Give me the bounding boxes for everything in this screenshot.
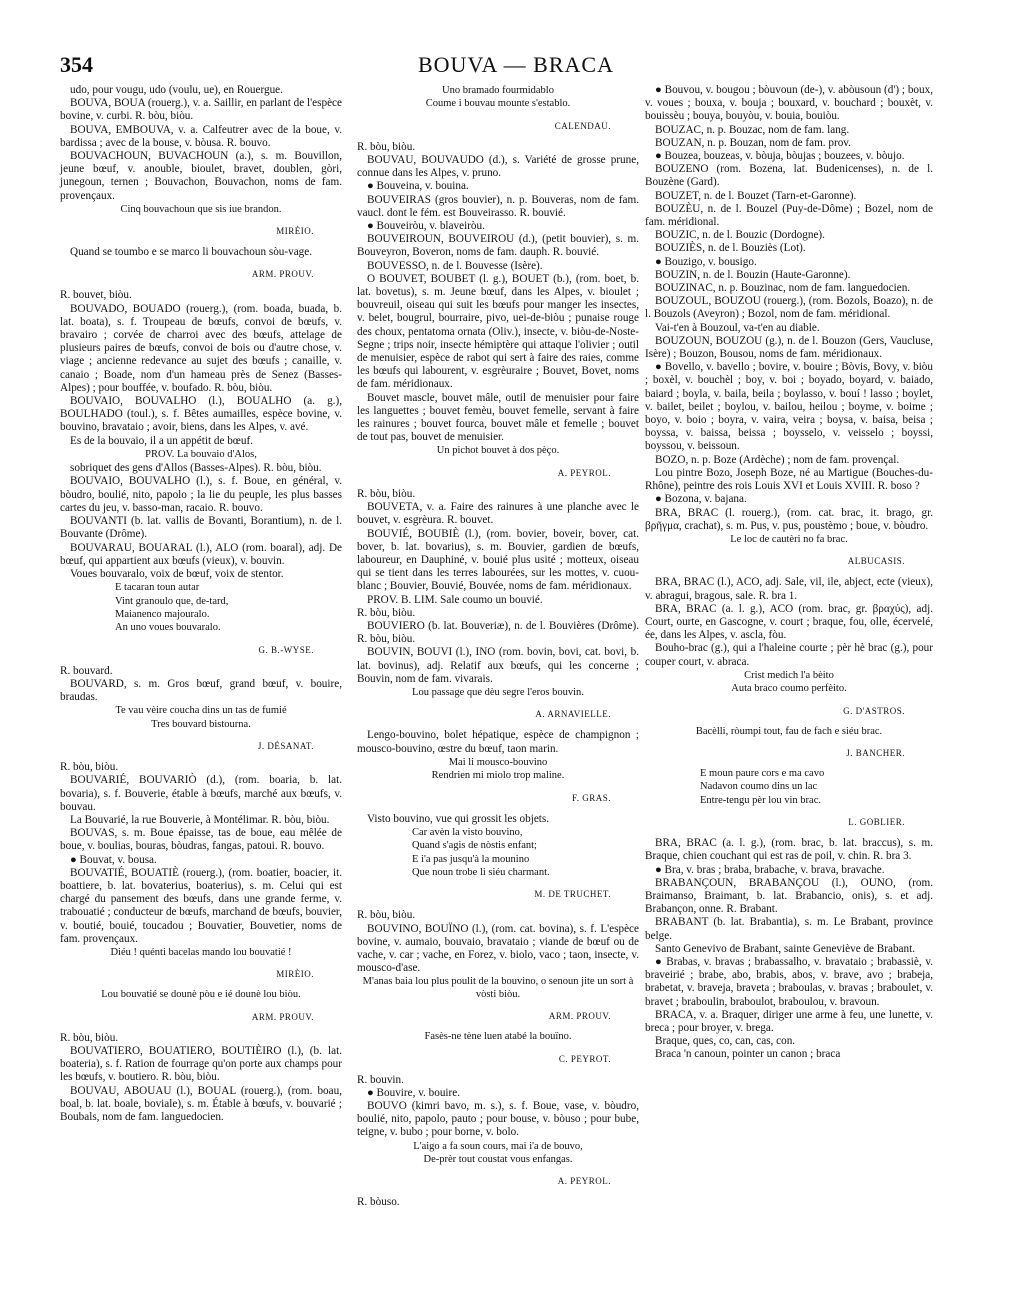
dictionary-entry: BOUVIN, BOUVI (l.), INO (rom. bovin, bovi, cat. bovi, b. lat. bovinus), adj. Relatif aux bœufs, qui les concerne ; Bouvin, nom de fam. vivarais. [357,646,639,685]
etymology-reference: R. bòu, biòu. [357,140,416,153]
etymology-reference: R. bòuso. [357,1196,400,1209]
dictionary-entry: ● Bouvou, v. bougou ; bòuvoun (de-), v. abòusoun (d') ; boux, v. voues ; bouxa, v. bouja ; bouxard, v. bouchard ; bouxèt, v. bouissèu ; bouya, bouyòu, v. bouia, bouiòu. [645,84,933,123]
dictionary-entry: ● Brabas, v. bravas ; brabassalho, v. bravataio ; brabassiè, v. braveirié ; brabe, abo, brabis, abos, v. brave, avo ; brabeja, brabetat, v. braveja, braveta ; braboulas, v. bravas ; braboulet, v. bravet ; braboulin, braboulot, braboulou, v. bravoun. [645,956,933,1008]
dictionary-entry: BRA, BRAC (l. rouerg.), (rom. cat. brac, it. brago, gr. βρῆγμα, crachat), s. m. Pus, v. pus, poustèmo ; boue, v. bòudro. [645,506,933,532]
dictionary-entry: Braque, ques, co, can, cas, con. [655,1035,796,1048]
dictionary-entry: ● Bovello, v. bavello ; bovire, v. bouire ; Bòvis, Bovy, v. biòu ; boxèl, v. bouchèl ; boy, v. boi ; boyado, boyard, v. baiado, baiard ; boyla, v. baila, beila ; boylasso, v. bouí ! lasso ; boylet, v. bailet, beilet ; boylou, v. bailou, heilou ; boyme, v. boime ; boyo, v. boio ; boyra, v. vaira, veira ; boysa, v. baisa, beisa ; boyssa, v. baissa, beissa ; boysselo, v. veisselo ; boyssi, boyssou, v. beissoun. [645,361,933,453]
dictionary-entry: Santo Genevivo de Brabant, sainte Geneviève de Brabant. [655,942,916,955]
verse-line: Vint granoulo que, de-tard, [115,595,229,607]
dictionary-entry: BOUZIÈS, n. de l. Bouziès (Lot). [655,242,806,255]
verse-line: Que noun trobe li siéu charmant. [412,866,550,878]
attribution: M. DE TRUCHET. [534,889,611,900]
quotation: De-prèr tout coustat vous enfangas. [423,1154,573,1166]
dictionary-entry: ● Bouveiròu, v. blaveiròu. [367,220,485,233]
dictionary-entry: BRA, BRAC (a. l. g.), ACO (rom. brac, gr. βραχύς), adj. Court, ourte, en Gascogne, v. court ; braque, fou, olle, écervelé, ée, dans les Alpes, v. ascla, fòu. [645,602,933,642]
page-header [60,52,972,82]
quotation: PROV. La bouvaio d'Alos, [145,448,257,460]
dictionary-entry: BOUVETA, v. a. Faire des rainures à une planche avec le bouvet, v. esgrèura. R. bouvet. [357,501,639,527]
quotation: Coume i bouvau mounte s'establo. [425,98,571,110]
column-left [60,84,342,1124]
dictionary-entry: BRACA, v. a. Braquer, diriger une arme à feu, une lunette, v. breca ; pour broyer, v. brega. [645,1008,933,1035]
dictionary-entry: sobriquet des gens d'Allos (Basses-Alpes). R. bòu, biòu. [70,462,322,475]
quotation: Lou bouvatié se dounè pòu e ié dounè lou biòu. [101,989,301,1001]
attribution: ARM. PROUV. [251,269,314,280]
quotation: Tres bouvard bistourna. [151,718,251,730]
dictionary-entry: BOUVAIO, BOUVALHO (l.), BOUALHO (a. g.), BOULHADO (toul.), s. f. Bêtes aumailles, espèce bovine, v. bouvino, bravataio ; avoir, biens, dans les Alpes, v. avé. [60,395,342,434]
dictionary-entry: Es de la bouvaio, il a un appétit de bœuf. [70,434,253,447]
verse-line: E i'a pas jusqu'à la mounino [412,853,530,865]
quotation: Bacèlli, ròumpi tout, fau de fach e siéu brac. [695,725,883,737]
quotation: L'aigo a fa soun cours, mai i'a de bouvo, [413,1140,583,1152]
dictionary-entry: BRA, BRAC (a. l. g.), (rom. brac, b. lat. braccus), s. m. Braque, chien couchant qui est ras de poil, v. chin. R. bra 3. [645,837,933,863]
etymology-reference: R. bouvard. [60,664,113,677]
quotation: Diéu ! quénti bacelas mando lou bouvatié ! [110,947,292,958]
quotation: Rendrien mi miolo trop maline. [431,770,565,782]
dictionary-entry: BOUVATIERO, BOUATIERO, BOUTIÈIRO (l.), (b. lat. boateria), s. f. Ration de fourrage qu'on porte aux champs pour les bœufs, v. boutiero. R. bòu, biòu. [60,1045,342,1084]
dictionary-entry: BOUVARAU, BOUARAL (l.), ALO (rom. boaral), adj. De bœuf, qui appartient aux bœufs (vieux), v. bouvin. [60,541,342,567]
dictionary-entry: BRA, BRAC (l.), ACO, adj. Sale, vil, ile, abject, ecte (vieux), v. abragui, bragous, sale. R. bra 1. [645,576,933,602]
etymology-reference: R. bouvet, biòu. [60,289,132,302]
dictionary-entry: BOUVAIO, BOUVALHO (l.), s. f. Boue, en général, v. bòudro, boulié, nito, papolo ; la lie du peuple, les plus basses cartes du jeu, v. basso-man, racaio. R. bouvo. [60,475,342,514]
dictionary-entry: BOUZAN, n. p. Bouzan, nom de fam. prov. [655,136,851,149]
quotation: Cinq bouvachoun que sis iue brandon. [120,203,282,215]
dictionary-entry: BOUVO (kimri bavo, m. s.), s. f. Boue, vase, v. bòudro, boulié, nito, papolo, pauto ; pour bouse, v. bòuso ; pour bube, teigne, v. bubo ; pour borne, v. bolo. [357,1100,639,1139]
dictionary-entry: BOUVIERO (b. lat. Bouveriæ), n. de l. Bouvières (Drôme). R. bòu, biòu. [357,619,639,646]
attribution: G. D'ASTROS. [843,705,905,716]
dictionary-entry: BOUVACHOUN, BUVACHOUN (a.), s. m. Bouvillon, jeune bœuf, v. anouble, bioulet, bravet, doublen, gòri, junegoun, ternen ; Bouvachon, Bouvachon, noms de fam. provençaux. [60,150,342,202]
verse-line: Quand s'agis de nòstis enfant; [412,840,537,852]
dictionary-entry: BOZO, n. p. Boze (Ardèche) ; nom de fam. provençal. [655,453,900,466]
dictionary-entry: ● Bra, v. bras ; braba, brabache, v. brava, bravache. [655,863,885,876]
etymology-reference: R. bòu, biòu. [60,761,119,774]
verse-line: Maianenco majouralo. [115,608,210,620]
dictionary-entry: ● Bozona, v. bajana. [655,493,747,506]
dictionary-entry: Bouho-brac (g.), qui a l'haleine courte ; pèr hè brac (g.), pour couper court, v. abraca. [645,642,933,668]
quotation: Crist medich l'a bèito [744,669,834,681]
dictionary-entry: BOUZÈU, n. de l. Bouzel (Puy-de-Dôme) ; Bozel, nom de fam. méridional. [645,202,933,229]
dictionary-entry: BOUVAU, ABOUAU (l.), BOUAL (rouerg.), (rom. boau, boal, b. lat. boale, boviale), s. m. Étable à bœufs, v. bouvarié ; Boubals, nom de fam. languedocien. [60,1084,342,1124]
dictionary-entry: Lou pintre Bozo, Joseph Boze, né au Martigue (Bouches-du-Rhône), peintre des rois Louis XVI et Louis XVIII. R. boso ? [645,466,933,493]
dictionary-entry: BOUVATIÉ, BOUATIÈ (rouerg.), (rom. boatier, boacier, it. boattiere, b. lat. bovaterius, boaterius), s. m. Celui qui est chargé du pansement des bœufs, dans une grande ferme, v. trabouatié ; conducteur de bœufs, marchand de bœufs, bouvier, v. boutié, bouié, toucadou ; Bouvatier, Bouvetier, noms de fam. provençaux. [60,866,342,945]
quotation: Lou passage que dèu segre l'eros bouvin. [412,686,584,698]
dictionary-entry: BOUVEIROUN, BOUVEIROU (d.), (petit bouvier), s. m. Bouveyron, Boveron, noms de fam. dauph. R. bouvié. [357,233,639,259]
attribution: MIRÈIO. [276,969,314,980]
etymology-reference: R. bouvin. [357,1073,404,1086]
verse-line: Car avèn la visto bouvino, [412,826,523,838]
verse-line: Entre-tengu pèr lou vin brac. [700,794,821,806]
dictionary-entry: BOUZENO (rom. Bozena, lat. Budenicenses), n. de l. Bouzène (Gard). [645,163,933,189]
dictionary-entry: BOUVARIÉ, BOUVARIÒ (d.), (rom. boaria, b. lat. bovaria), s. f. Bouverie, étable à bœufs, marché aux bœufs, v. bouvau. [60,774,342,813]
dictionary-entry: O BOUVET, BOUBET (l. g.), BOUET (b.), (rom. boet, b. lat. bovetus), s. m. Jeune bœuf, dans les Alpes, v. bioulet ; bouvreuil, oiseau qui suit les bœufs pour manger les insectes, v. belet, bougrul, bourraire, pivo, uei-de-biòu ; punaise rouge des choux, pentatoma ornata (Oliv.), insecte, v. biòu-de-Noste-Segne ; trips noir, insecte hémiptère qui attaque l'olivier ; outil de menuisier, espèce de rabot qui sert à faire des raies, comme les bœufs qui labourent, v. esgrèuraire ; Bouvet, Bovet, noms de fam. méridionaux. [357,272,639,391]
etymology-reference: R. bòu, biòu. [60,1031,119,1044]
dictionary-entry: BOUVARD, s. m. Gros bœuf, grand bœuf, v. bouire, braudas. [60,677,342,704]
attribution: G. B.-WYSE. [258,644,314,655]
dictionary-entry: BOUZOUN, BOUZOU (g.), n. de l. Bouzon (Gers, Vaucluse, Isère) ; Bouzon, Bousou, noms de fam. méridionaux. [645,334,933,361]
dictionary-entry: Lengo-bouvino, bolet hépatique, espèce de champignon ; mousco-bouvino, œstre du bœuf, taon marin. [357,729,639,755]
dictionary-entry: BOUVADO, BOUADO (rouerg.), (rom. boada, buada, b. lat. boata), s. f. Troupeau de bœufs, convoi de bœufs, v. bravairo ; corvée de charroi avec des bœufs, attelage de plusieurs paires de bœufs, convoi de bois ou d'autre chose, v. viage ; ancienne redevance au sujet des bœufs ; canaille, v. canaio ; Boade, nom d'un hameau près de Senez (Basses-Alpes) ; pour bouffée, v. boufado. R. bòu, biòu. [60,302,342,394]
quotation: M'anas baia lou plus poulit de la bouvino, o senoun jite un sort à vòsti biòu. [362,976,634,1000]
etymology-reference: R. bòu, biòu. [357,909,416,922]
etymology-reference: R. bòu, biòu. [357,606,416,619]
dictionary-entry: ● Bouzea, bouzeas, v. bòuja, bòujas ; bouzees, v. bòujo. [655,150,905,163]
verse-line: An uno voues bouvaralo. [115,622,221,634]
verse-line: E moun paure cors e ma cavo [700,767,825,779]
column-right [645,84,933,1062]
dictionary-entry: BOUVESSO, n. de l. Bouvesse (Isère). [367,259,543,272]
quotation: Le loc de cautèri no fa brac. [730,533,848,545]
attribution: ARM. PROUV. [548,1011,611,1022]
dictionary-entry: ● Bouzigo, v. bousigo. [655,255,757,268]
dictionary-entry: BOUVA, BOUA (rouerg.), v. a. Saillir, en parlant de l'espèce bovine, v. curbi. R. bòu, biòu. [60,97,342,123]
dictionary-entry: La Bouvarié, la rue Bouverie, à Montélimar. R. bòu, biòu. [70,813,330,826]
attribution: ALBUCASIS. [847,556,905,567]
dictionary-entry: BOUZIC, n. de l. Bouzic (Dordogne). [655,229,825,242]
dictionary-entry: BOUVINO, BOUÏNO (l.), (rom. cat. bovina), s. f. L'espèce bovine, v. aumaio, bouvaio, bravataio ; viande de bœuf ou de vache, v. car ; vache, en Forez, v. biolo, vaco ; taon, insecte, v. mousco-d'ase. [357,922,639,975]
dictionary-entry: Bouvet mascle, bouvet mâle, outil de menuisier pour faire les languettes ; bouvet femèu, bouvet femelle, servant à faire les rainures ; bouvet fourca, bouvet mâle et femelle ; bouvet de tout pas, bouvet de menuisier. [357,391,639,444]
dictionary-entry: BOUVA, EMBOUVA, v. a. Calfeutrer avec de la boue, v. bardissa ; avec de la bouse, v. bòusa. R. bouvo. [60,123,342,149]
attribution: ARM. PROUV. [251,1011,314,1022]
verse-line: Nadavon coumo dins un lac [700,781,818,793]
dictionary-entry: BOUVAS, s. m. Boue épaisse, tas de boue, eau mêlée de boue, v. boulias, bouras, bòudras, fangas, patoui. R. bouvo. [60,827,342,853]
dictionary-entry: BOUVANTI (b. lat. vallis de Bovanti, Borantium), n. de l. Bouvante (Drôme). [60,515,342,541]
dictionary-entry: BOUZOUL, BOUZOU (rouerg.), (rom. Bozols, Boazo), n. de l. Bouzols (Aveyron) ; Bozol, nom de fam. méridional. [645,295,933,321]
attribution: A. ARNAVIELLE. [535,709,611,720]
attribution: J. BANCHER. [846,747,905,758]
quotation: Uno bramado fourmidablo [442,85,554,96]
dictionary-entry: BOUZIN, n. de l. Bouzin (Haute-Garonne). [655,268,851,281]
attribution: J. DÉSANAT. [257,741,314,752]
dictionary-entry: BOUVAU, BOUVAUDO (d.), s. Variété de grosse prune, connue dans les Alpes, v. pruno. [357,154,639,180]
attribution: L. GOBLIER. [848,817,905,828]
column-middle [357,84,639,1210]
dictionary-entry: ● Bouvat, v. bousa. [70,853,157,866]
dictionary-entry: BOUZET, n. de l. Bouzet (Tarn-et-Garonne). [655,189,857,202]
quotation: Un pichot bouvet à dos pèço. [436,445,560,457]
dictionary-entry: Braca 'n canoun, pointer un canon ; braca [655,1048,841,1061]
page-number: 354 [60,52,93,77]
dictionary-entry: Visto bouvino, vue qui grossit les objets. [367,812,550,825]
quotation: Auta braco coumo perfèito. [731,683,847,695]
dictionary-entry: ● Bouveina, v. bouina. [367,180,469,193]
attribution: A. PEYROL. [557,1176,611,1187]
dictionary-entry: BOUZINAC, n. p. Bouzinac, nom de fam. languedocien. [655,282,911,295]
quotation: Mai li mousco-bouvino [448,756,548,768]
etymology-reference: R. bòu, biòu. [357,487,416,500]
dictionary-entry: Voues bouvaralo, voix de bœuf, voix de stentor. [70,567,284,580]
dictionary-entry: BRABANT (b. lat. Brabantia), s. m. Le Brabant, province belge. [645,916,933,942]
dictionary-entry: PROV. B. LIM. Sale coumo un bouvié. [367,593,543,606]
dictionary-entry: ● Bouvire, v. bouire. [367,1086,461,1099]
dictionary-entry: udo, pour vougu, udo (voulu, ue), en Rouergue. [70,84,283,96]
running-title: BOUVA — BRACA [418,52,614,77]
dictionary-entry: BOUVEIRAS (gros bouvier), n. p. Bouveras, nom de fam. vaucl. dont le fém. est Bouveirasso. R. bouvié. [357,193,639,219]
dictionary-entry: BOUZAC, n. p. Bouzac, nom de fam. lang. [655,123,850,136]
attribution: F. GRAS. [571,792,611,803]
dictionary-entry: Quand se toumbo e se marco li bouvachoun sòu-vage. [70,246,313,259]
quotation: Te vau vèire coucha dins un tas de fumié [115,705,287,717]
quotation: Fasès-ne tène luen atabé la bouïno. [424,1031,572,1043]
attribution: C. PEYROT. [558,1053,611,1064]
attribution: MIRÈIO. [276,226,314,237]
dictionary-entry: BOUVIÉ, BOUBIÈ (l.), (rom. bovier, boveir, bover, cat. bover, b. lat. bovarius), s. m. Bouvier, gardien de bœufs, laboureur, en Dauphiné, v. bouié plus usité ; motteux, oiseau qui se tient dans les terres labourées, sur les mottes, v. cuou-blanc ; Bouvier, Bouvié, Bouvée, noms de fam. méridionaux. [357,527,639,593]
attribution: A. PEYROL. [557,467,611,478]
dictionary-entry: BRABANÇOUN, BRABANÇOU (l.), OUNO, (rom. Braimanso, Braimant, b. lat. Brabancio, onis), s. et adj. Brabançon, onne. R. Brabant. [645,876,933,916]
verse-line: E tacaran toun autar [115,582,200,594]
attribution: CALENDAU. [554,120,611,131]
dictionary-entry: Vai-t'en à Bouzoul, va-t'en au diable. [655,321,820,334]
